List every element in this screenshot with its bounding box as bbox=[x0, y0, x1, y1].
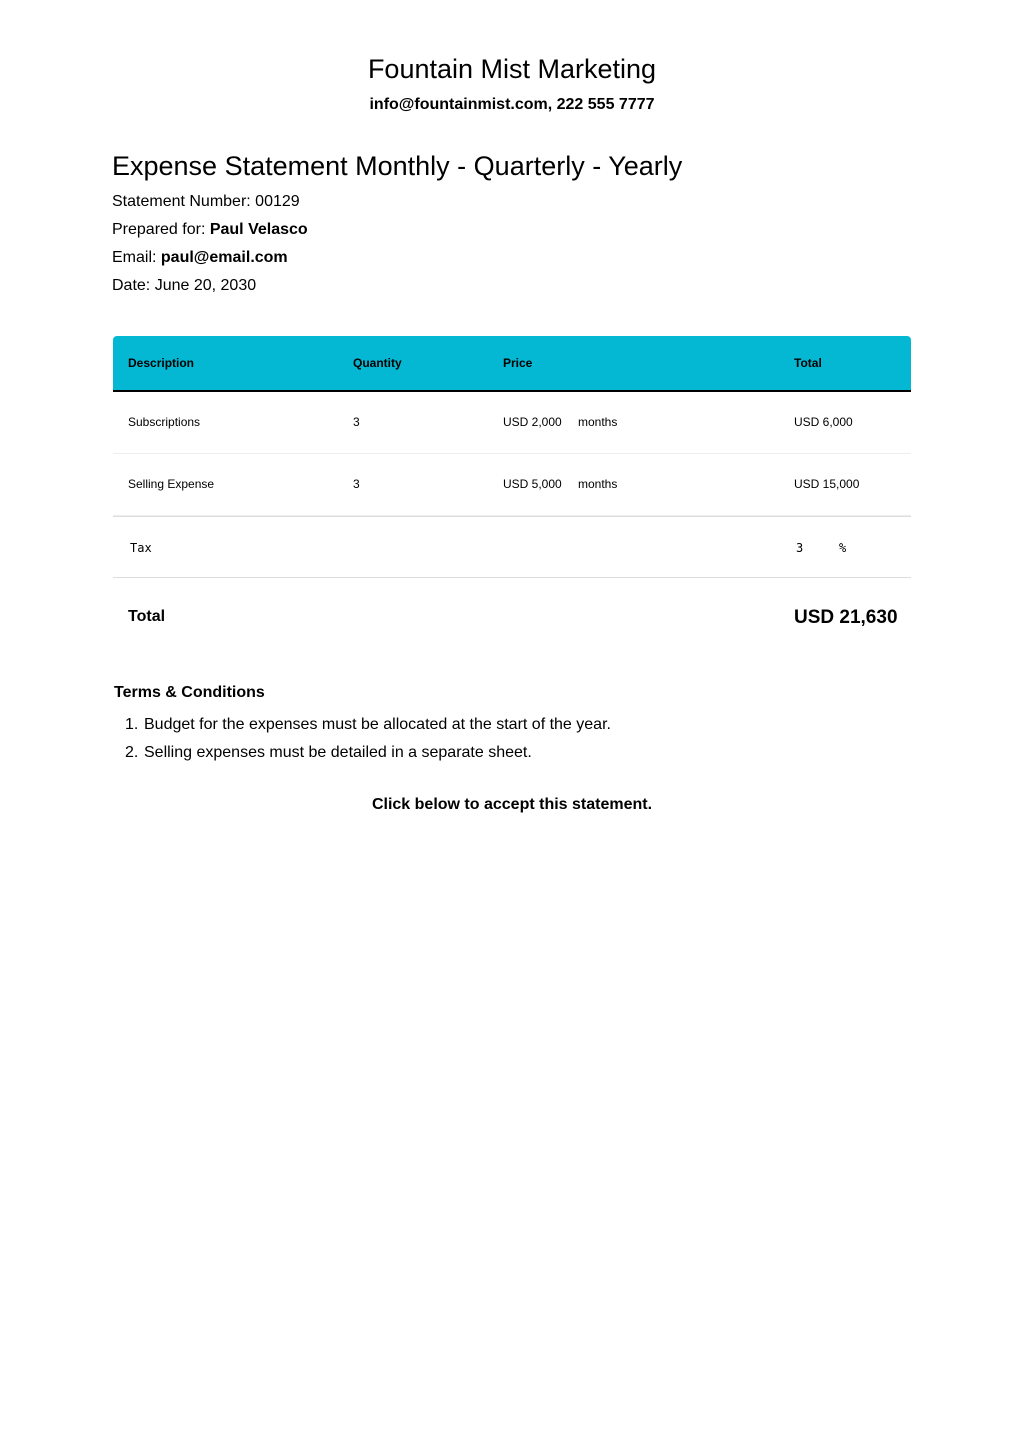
accept-prompt: Click below to accept this statement. bbox=[371, 796, 653, 813]
email-label: Email: bbox=[112, 249, 161, 266]
row-price-unit: months bbox=[578, 415, 618, 429]
terms-list bbox=[125, 711, 611, 767]
column-header-price: Price bbox=[503, 356, 533, 370]
date-label: Date: bbox=[112, 277, 155, 294]
row-price: USD 5,000 bbox=[503, 477, 562, 491]
list-item bbox=[125, 711, 611, 739]
row-price-unit: months bbox=[578, 477, 618, 491]
table-row bbox=[113, 454, 911, 516]
statement-number bbox=[112, 192, 300, 212]
list-item-number: 2. bbox=[125, 744, 139, 761]
list-item-text: Selling expenses must be detailed in a separate sheet. bbox=[144, 744, 532, 761]
column-header-description: Description bbox=[128, 356, 195, 370]
email-value[interactable]: paul@email.com bbox=[160, 249, 288, 266]
statement-number-value: 00129 bbox=[255, 193, 300, 210]
tax-unit: % bbox=[839, 541, 847, 555]
tax-row bbox=[113, 516, 911, 578]
row-quantity: 3 bbox=[353, 415, 360, 429]
tax-value: 3 bbox=[796, 541, 804, 555]
date-value: June 20, 2030 bbox=[154, 277, 257, 294]
table-header bbox=[113, 336, 911, 392]
list-item bbox=[125, 739, 611, 767]
row-total: USD 15,000 bbox=[794, 477, 860, 491]
expense-table bbox=[113, 336, 911, 658]
page-title: Expense Statement Monthly - Quarterly - Yearly bbox=[112, 151, 683, 181]
tax-label: Tax bbox=[130, 541, 152, 555]
column-header-quantity: Quantity bbox=[353, 356, 402, 370]
row-price: USD 2,000 bbox=[503, 415, 562, 429]
table-row bbox=[113, 392, 911, 454]
prepared-for-label: Prepared for: bbox=[112, 221, 210, 238]
email bbox=[112, 248, 288, 268]
terms-title: Terms & Conditions bbox=[114, 684, 265, 701]
list-item-number: 1. bbox=[125, 716, 139, 733]
prepared-for-value: Paul Velasco bbox=[209, 221, 308, 238]
total-value: USD 21,630 bbox=[794, 607, 898, 628]
date bbox=[112, 276, 256, 296]
row-total: USD 6,000 bbox=[794, 415, 853, 429]
statement-number-label: Statement Number: bbox=[112, 193, 256, 210]
row-quantity: 3 bbox=[353, 477, 360, 491]
list-item-text: Budget for the expenses must be allocated at the start of the year. bbox=[144, 716, 611, 733]
total-row bbox=[113, 578, 911, 658]
prepared-for bbox=[112, 220, 308, 240]
total-label: Total bbox=[128, 608, 166, 625]
row-description: Selling Expense bbox=[128, 477, 215, 491]
column-header-total: Total bbox=[794, 356, 822, 370]
company-name: Fountain Mist Marketing bbox=[367, 54, 657, 84]
company-contact: info@fountainmist.com, 222 555 7777 bbox=[369, 96, 655, 113]
row-description: Subscriptions bbox=[128, 415, 201, 429]
